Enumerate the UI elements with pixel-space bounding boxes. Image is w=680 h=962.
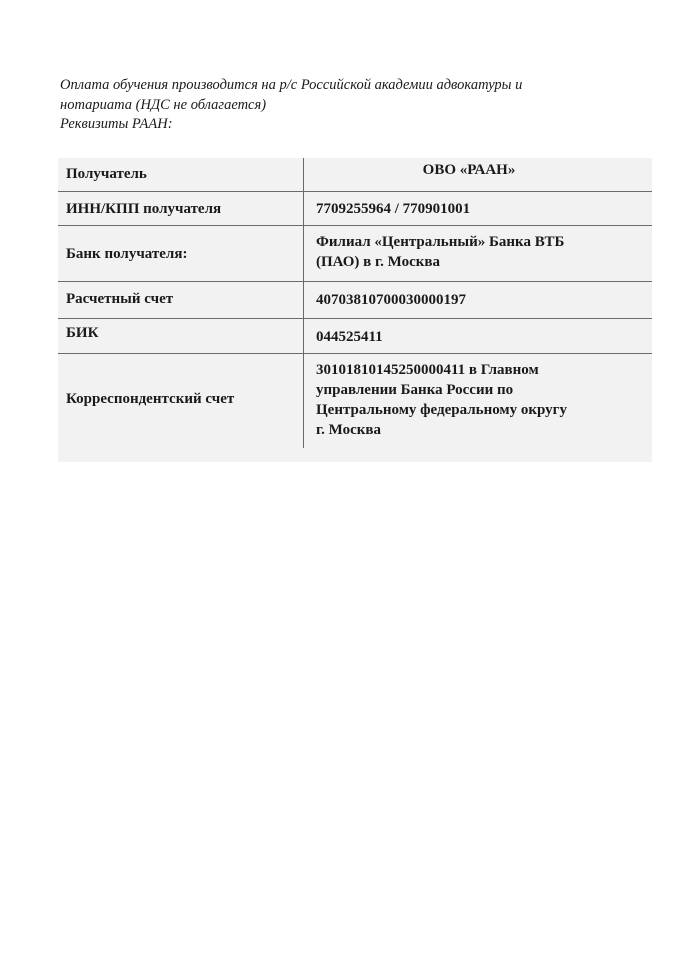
row-value-line: г. Москва xyxy=(316,422,381,438)
table-row-corr-account xyxy=(58,354,652,454)
table-row-recipient xyxy=(58,158,652,192)
row-value-line: 40703810700030000197 xyxy=(316,292,466,308)
row-value-line: управлении Банка России по xyxy=(316,382,514,398)
row-value-line: 044525411 xyxy=(316,329,383,345)
intro-line-1: Оплата обучения производится на р/с Российской академии адвокатуры и xyxy=(60,77,523,93)
table-row-bik xyxy=(58,319,652,354)
table-row-bank xyxy=(58,226,652,282)
row-value-line: (ПАО) в г. Москва xyxy=(316,254,440,270)
row-label: Банк получателя: xyxy=(66,246,188,262)
row-value: ОВО «РААН» xyxy=(422,162,516,178)
payment-intro xyxy=(60,76,640,135)
row-label: Получатель xyxy=(66,166,147,182)
row-value xyxy=(316,199,470,219)
intro-line-3: Реквизиты РААН: xyxy=(60,116,173,132)
row-value-line: Филиал «Центральный» Банка ВТБ xyxy=(316,234,565,250)
table-row-inn-kpp xyxy=(58,192,652,226)
row-label: Расчетный счет xyxy=(66,291,174,307)
row-value xyxy=(316,232,564,272)
row-label: Корреспондентский счет xyxy=(66,391,235,407)
row-value-line: 30101810145250000411 в Главном xyxy=(316,362,539,378)
row-value xyxy=(316,327,383,347)
row-label: ИНН/КПП получателя xyxy=(66,201,222,217)
row-value xyxy=(316,360,567,440)
row-value-line: 7709255964 / 770901001 xyxy=(316,201,471,217)
intro-line-2: нотариата (НДС не облагается) xyxy=(60,96,267,113)
row-value xyxy=(316,290,466,310)
row-label: БИК xyxy=(66,325,99,341)
table-row-account xyxy=(58,282,652,319)
bank-details-table xyxy=(58,158,652,462)
row-value-line: Центральному федеральному округу xyxy=(316,402,567,418)
